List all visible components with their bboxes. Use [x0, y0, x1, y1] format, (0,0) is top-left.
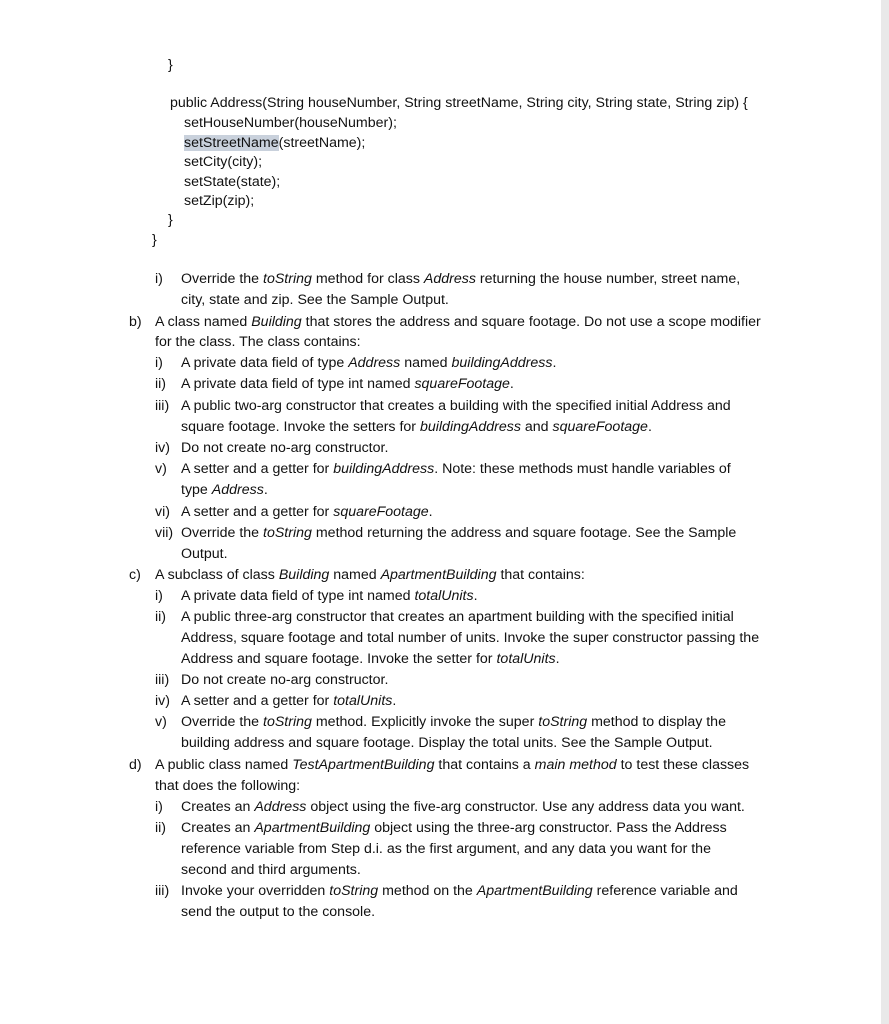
section-text: A subclass of class Building named ApartmentBuilding that contains:: [155, 567, 585, 583]
item-marker: iii): [155, 672, 170, 688]
code-brace: }: [152, 232, 157, 248]
section-text: that does the following:: [155, 778, 301, 794]
code-brace: }: [168, 57, 173, 73]
highlighted-text: setStreetName: [184, 135, 279, 151]
section-marker: b): [129, 314, 142, 330]
item-marker: ii): [155, 820, 167, 836]
item-text: Output.: [181, 546, 228, 562]
item-marker: iv): [155, 693, 170, 709]
item-marker: i): [155, 355, 163, 371]
item-text: city, state and zip. See the Sample Output.: [181, 292, 449, 308]
item-marker: ii): [155, 609, 167, 625]
item-marker: ii): [155, 376, 167, 392]
item-text: second and third arguments.: [181, 862, 361, 878]
item-marker: iv): [155, 440, 170, 456]
item-marker: i): [155, 799, 163, 815]
code-line: setState(state);: [184, 174, 281, 190]
code-line: setCity(city);: [184, 154, 263, 170]
item-text: type Address.: [181, 482, 268, 498]
item-text: reference variable from Step d.i. as the first argument, and any data you want for the: [181, 841, 711, 857]
item-text: A setter and a getter for buildingAddress. Note: these methods must handle variables of: [181, 461, 731, 477]
item-text: A private data field of type int named squareFootage.: [181, 376, 514, 392]
section-marker: d): [129, 757, 142, 773]
item-marker: vii): [155, 525, 174, 541]
section-text: for the class. The class contains:: [155, 334, 361, 350]
item-text: Creates an Address object using the five-arg constructor. Use any address data you want.: [181, 799, 745, 815]
item-text: send the output to the console.: [181, 904, 376, 920]
item-text: A public three-arg constructor that creates an apartment building with the specified initial: [181, 609, 734, 625]
item-text: square footage. Invoke the setters for buildingAddress and squareFootage.: [181, 419, 652, 435]
item-text: Creates an ApartmentBuilding object using the three-arg constructor. Pass the Address: [181, 820, 727, 836]
item-text: A setter and a getter for squareFootage.: [181, 504, 433, 520]
item-text: A private data field of type Address named buildingAddress.: [181, 355, 557, 371]
item-text: Do not create no-arg constructor.: [181, 440, 389, 456]
item-text: Invoke your overridden toString method on the ApartmentBuilding reference variable and: [181, 883, 738, 899]
item-text: Address and square footage. Invoke the setter for totalUnits.: [181, 651, 560, 667]
code-line: setStreetName(streetName);: [184, 135, 366, 151]
item-marker: i): [155, 588, 163, 604]
item-marker: iii): [155, 883, 170, 899]
item-text: A setter and a getter for totalUnits.: [181, 693, 397, 709]
item-marker: vi): [155, 504, 170, 520]
item-text: Override the toString method for class Address returning the house number, street name,: [181, 271, 741, 287]
item-marker: v): [155, 714, 167, 730]
item-text: building address and square footage. Display the total units. See the Sample Output.: [181, 735, 713, 751]
code-line: setZip(zip);: [184, 193, 255, 209]
item-text: Do not create no-arg constructor.: [181, 672, 389, 688]
code-line: setHouseNumber(houseNumber);: [184, 115, 397, 131]
item-marker: iii): [155, 398, 170, 414]
page-edge: [881, 0, 889, 1024]
item-text: A private data field of type int named totalUnits.: [181, 588, 478, 604]
item-marker: i): [155, 271, 163, 287]
section-text: A class named Building that stores the address and square footage. Do not use a scope modifier: [155, 314, 761, 330]
code-brace: }: [168, 212, 173, 228]
section-marker: c): [129, 567, 141, 583]
section-text: A public class named TestApartmentBuilding that contains a main method to test these classes: [155, 757, 750, 773]
item-text: Override the toString method. Explicitly invoke the super toString method to display the: [181, 714, 726, 730]
item-text: A public two-arg constructor that creates a building with the specified initial Address and: [181, 398, 731, 414]
item-text: Address, square footage and total number of units. Invoke the super constructor passing the: [181, 630, 760, 646]
item-marker: v): [155, 461, 167, 477]
item-text: Override the toString method returning the address and square footage. See the Sample: [181, 525, 737, 541]
code-constructor-signature: public Address(String houseNumber, String streetName, String city, String state, String zip) {: [170, 95, 748, 111]
